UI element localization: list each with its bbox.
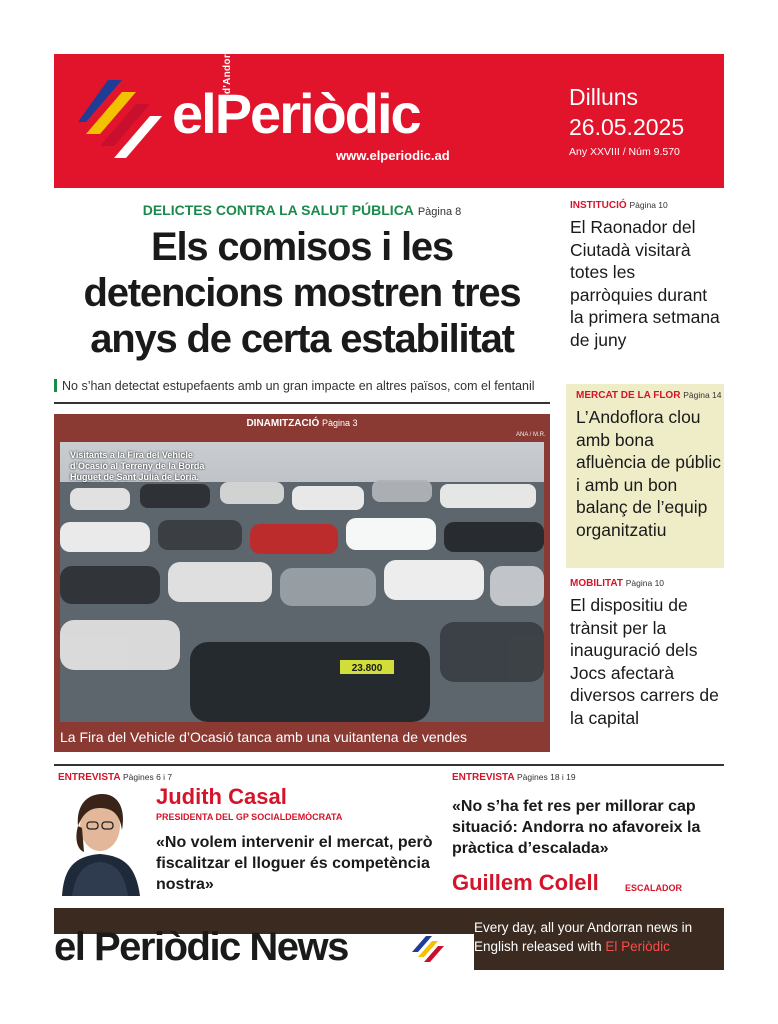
lead-subhead (54, 378, 550, 394)
logo-subtitle: d'Andorra (222, 43, 233, 94)
car-fair-photo[interactable] (60, 442, 544, 722)
issue-number: Any XXVIII / Núm 9.570 (569, 146, 680, 158)
interview-quote[interactable]: «No volem intervenir el mercat, però fiscalitzar el lloguer és competència nostra» (156, 834, 433, 893)
story-headline-andoflora[interactable]: L’Andoflora clou amb bona afluència de públic i amb un bon balanç de l’equip organitzatiu (576, 407, 721, 540)
story-headline-raonador[interactable]: El Raonador del Ciutadà visitarà totes les parròquies durant la primera setmana de juny (570, 217, 720, 350)
interviewee-name[interactable]: Judith Casal (156, 784, 287, 809)
interview-page-ref: Pàgines 6 i 7 (123, 772, 173, 782)
judith-casal-portrait-icon[interactable] (54, 786, 146, 896)
photo-page-ref: Pàgina 3 (322, 418, 358, 428)
photo-image-caption: Visitants a la Fira del Vehicle d’Ocasió al Terreny de la Borda Huguet de Sant Julià de Lòria. (70, 450, 205, 482)
story-page-ref: Pàgina 14 (683, 390, 722, 400)
story-kicker (570, 200, 668, 211)
interview-kicker (58, 772, 172, 783)
news-banner-tagline: Every day, all your Andorran news in English released with (474, 920, 693, 954)
interview-quote[interactable]: «No s’ha fet res per millorar cap situació: Andorra no afavoreix la pràctica d’escalada» (452, 798, 701, 857)
story-section: MERCAT DE LA FLOR (576, 390, 681, 401)
story-kicker (576, 390, 722, 401)
issue-day: Dilluns (569, 84, 639, 110)
interview-kicker (452, 772, 576, 783)
interviewee-role: PRESIDENTA DEL GP SOCIALDEMÒCRATA (156, 812, 343, 822)
divider (54, 764, 724, 766)
interview-page-ref: Pàgines 18 i 19 (517, 772, 576, 782)
interview-section: ENTREVISTA (452, 772, 515, 783)
interviewee-name[interactable]: Guillem Colell (452, 870, 599, 895)
issue-date: 26.05.2025 (569, 114, 685, 140)
photo-kicker (54, 418, 550, 429)
news-banner-text (474, 918, 722, 956)
photo-headline[interactable]: La Fira del Vehicle d’Ocasió tanca amb una vuitantena de vendes (60, 729, 468, 745)
logo-wordmark[interactable]: elPeriòdic (172, 82, 420, 145)
interviewee-role: ESCALADOR (625, 883, 683, 893)
news-banner-brand[interactable]: El Periòdic (605, 939, 670, 954)
lead-headline[interactable]: Els comisos i les detencions mostren tres anys de certa estabilitat (83, 225, 521, 361)
interview-section: ENTREVISTA (58, 772, 121, 783)
car-fair-photo-icon (60, 442, 544, 722)
subhead-accent-bar (54, 379, 57, 392)
story-box-andoflora[interactable] (566, 384, 724, 568)
news-logo: el Periòdic News (54, 925, 348, 969)
lead-page-ref: Pàgina 8 (417, 206, 462, 218)
masthead (54, 43, 724, 188)
lead-kicker (54, 200, 550, 222)
divider (54, 402, 550, 404)
news-banner[interactable] (54, 908, 724, 970)
andorra-flag-small-icon (412, 936, 448, 966)
photo-section: DINAMITZACIÓ (246, 418, 320, 429)
price-tag: 23.800 (351, 663, 383, 674)
andorra-flag-logo-icon (78, 78, 162, 162)
website-url[interactable]: www.elperiodic.ad (336, 148, 450, 163)
lead-subhead-text: No s’han detectat estupefaents amb un gran impacte en altres països, com el fentanil (62, 379, 535, 393)
photo-credit: ANA / M.R. (516, 432, 546, 438)
story-page-ref: Pàgina 10 (625, 578, 665, 588)
story-page-ref: Pàgina 10 (629, 200, 668, 210)
story-kicker (570, 578, 664, 589)
story-section: INSTITUCIÓ (570, 200, 627, 211)
story-section: MOBILITAT (570, 578, 623, 589)
lead-section: DELICTES CONTRA LA SALUT PÚBLICA (142, 202, 414, 218)
photo-story[interactable] (54, 414, 550, 752)
story-headline-transit[interactable]: El dispositiu de trànsit per la inauguració dels Jocs afectarà diversos carrers de la capital (570, 595, 719, 728)
